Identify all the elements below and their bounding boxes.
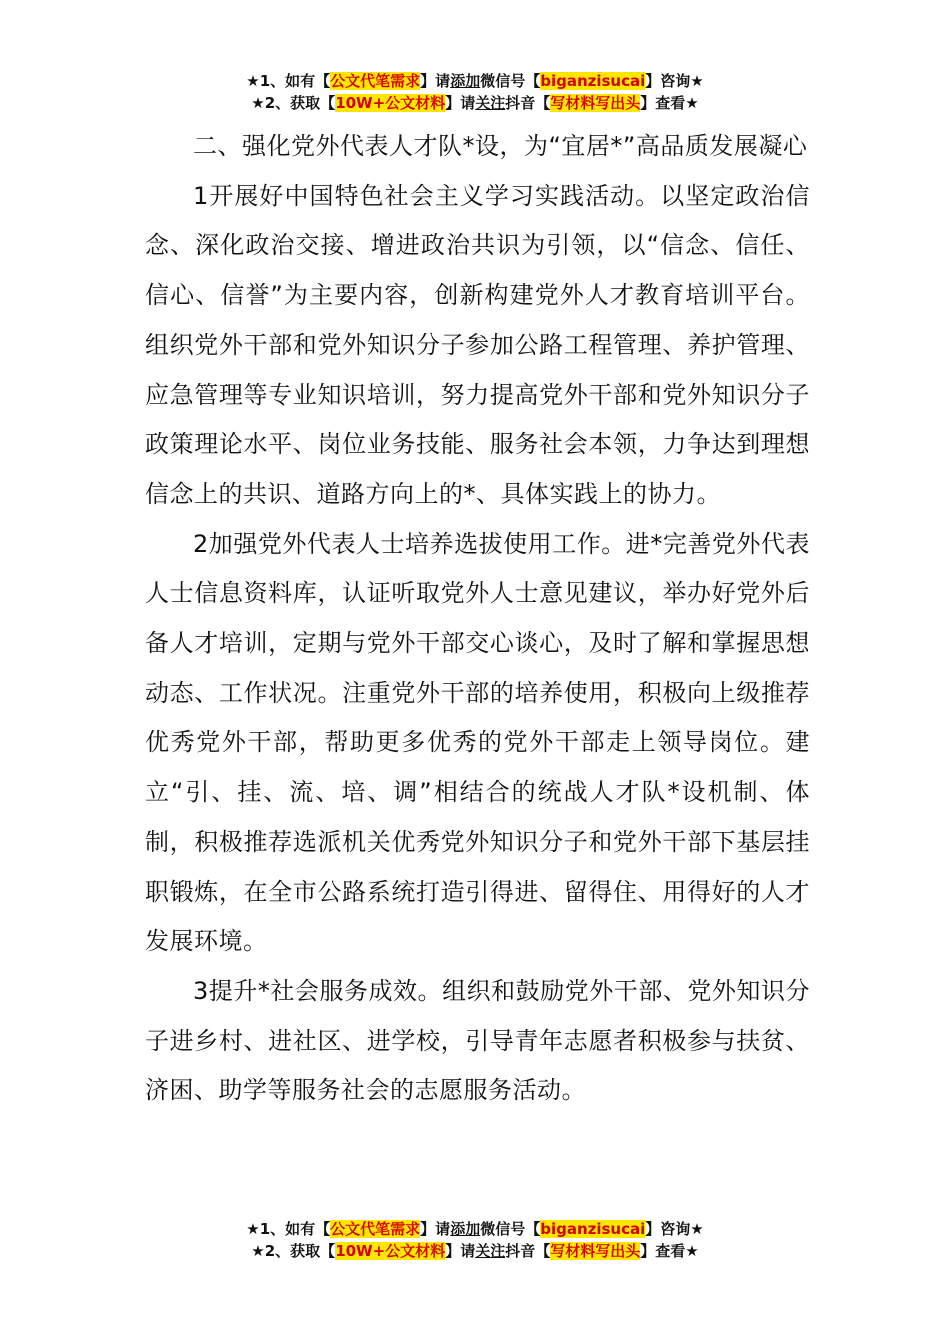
banner-text: 】请 (445, 94, 476, 112)
paragraph-1: 1开展好中国特色社会主义学习实践活动。以坚定政治信念、深化政治交接、增进政治共识为引领，以“信念、信任、信心、信誉”为主要内容，创新构建党外人才教育培训平台。组织党外干部和党外知识分子参加公路工程管理、养护管理、应急管理等专业知识培训，努力提高党外干部和党外知识分子政策理论水平、岗位业务技能、服务社会本领，力争达到理想信念上的共识、道路方向上的*、具体实践上的协力。 (145, 181, 810, 508)
banner-highlight: 10W+公文材料 (335, 1242, 446, 1260)
banner-line-1 (0, 70, 950, 92)
banner-text: 】请 (420, 72, 451, 90)
banner-highlight: 写材料写出头 (550, 94, 641, 112)
banner-text: 】请 (445, 1242, 476, 1260)
banner-underline: 添加 (450, 1220, 481, 1238)
top-banner (0, 70, 950, 114)
banner-text: 微信号【 (480, 1220, 541, 1238)
banner-text: 抖音【 (505, 94, 551, 112)
banner-text: ★2、获取【 (251, 94, 336, 112)
banner-text: 】请 (420, 1220, 451, 1238)
banner-text: 】咨询★ (645, 72, 704, 90)
paragraph-2: 2加强党外代表人士培养选拔使用工作。进*完善党外代表人士信息资料库，认证听取党外人士意见建议，举办好党外后备人才培训，定期与党外干部交心谈心，及时了解和掌握思想动态、工作状况。注重党外干部的培养使用，积极向上级推荐优秀党外干部，帮助更多优秀的党外干部走上领导岗位。建立“引、挂、流、培、调”相结合的统战人才队*设机制、体制，积极推荐选派机关优秀党外知识分子和党外干部下基层挂职锻炼，在全市公路系统打造引得进、留得住、用得好的人才发展环境。 (145, 529, 810, 956)
banner-line-1 (0, 1218, 950, 1240)
banner-underline: 关注 (475, 1242, 506, 1260)
banner-line-2 (0, 92, 950, 114)
banner-text: 】查看★ (640, 94, 699, 112)
bottom-banner (0, 1218, 950, 1262)
banner-underline: 关注 (475, 94, 506, 112)
banner-text: 】查看★ (640, 1242, 699, 1260)
banner-text: 微信号【 (480, 72, 541, 90)
banner-highlight: 公文代笔需求 (330, 72, 421, 90)
document-body (145, 122, 810, 1116)
banner-text: ★1、如有【 (246, 72, 331, 90)
banner-text: 】咨询★ (645, 1220, 704, 1238)
banner-text: ★2、获取【 (251, 1242, 336, 1260)
banner-underline: 添加 (450, 72, 481, 90)
paragraph-3: 3提升*社会服务成效。组织和鼓励党外干部、党外知识分子进乡村、进社区、进学校，引导青年志愿者积极参与扶贫、济困、助学等服务社会的志愿服务活动。 (145, 976, 810, 1105)
banner-highlight: 写材料写出头 (550, 1242, 641, 1260)
section-heading: 二、强化党外代表人才队*设，为“宜居*”高品质发展凝心 (193, 132, 808, 160)
banner-highlight: 公文代笔需求 (330, 1220, 421, 1238)
banner-line-2 (0, 1240, 950, 1262)
banner-highlight: biganzisucai (540, 1220, 646, 1238)
banner-highlight: 10W+公文材料 (335, 94, 446, 112)
banner-text: ★1、如有【 (246, 1220, 331, 1238)
banner-highlight: biganzisucai (540, 72, 646, 90)
banner-text: 抖音【 (505, 1242, 551, 1260)
